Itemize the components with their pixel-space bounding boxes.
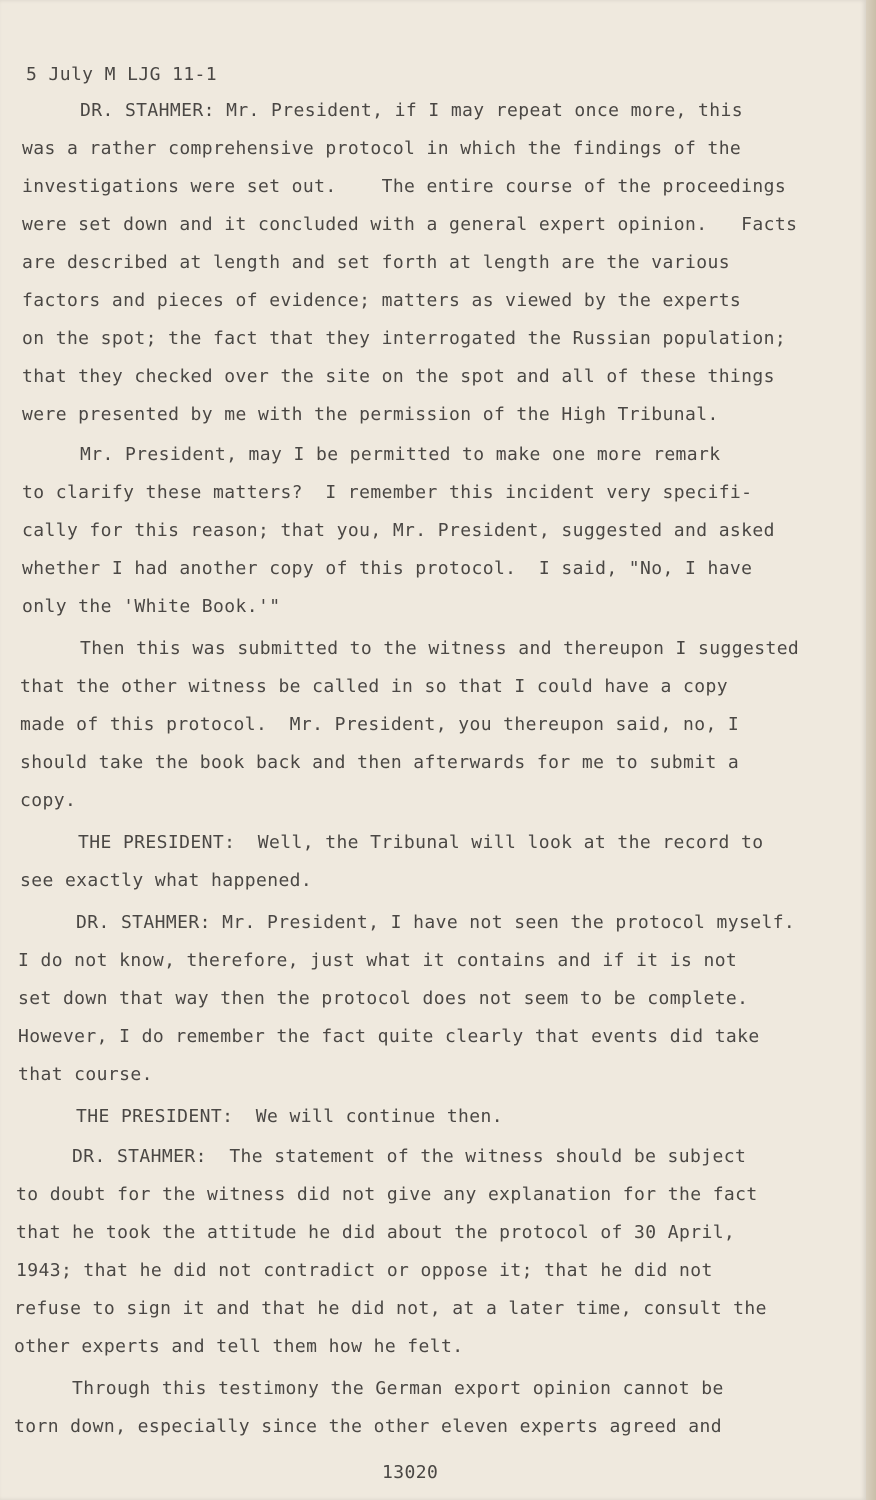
page-number: 13020: [382, 1462, 439, 1483]
transcript-line: made of this protocol. Mr. President, you thereupon said, no, I: [20, 714, 740, 735]
transcript-line: only the 'White Book.'": [22, 596, 281, 617]
transcript-line: see exactly what happened.: [20, 870, 313, 891]
transcript-line: on the spot; the fact that they interrogated the Russian population;: [22, 328, 787, 349]
transcript-line: DR. STAHMER: Mr. President, if I may repeat once more, this: [80, 100, 743, 121]
transcript-line: cally for this reason; that you, Mr. President, suggested and asked: [22, 520, 775, 541]
transcript-line: that the other witness be called in so that I could have a copy: [20, 676, 728, 697]
transcript-line: should take the book back and then afterwards for me to submit a: [20, 752, 740, 773]
transcript-line: factors and pieces of evidence; matters as viewed by the experts: [22, 290, 742, 311]
transcript-line: whether I had another copy of this protocol. I said, "No, I have: [22, 558, 753, 579]
transcript-line: DR. STAHMER: Mr. President, I have not seen the protocol myself.: [76, 912, 796, 933]
transcript-line: were presented by me with the permission of the High Tribunal.: [22, 404, 719, 425]
transcript-line: torn down, especially since the other eleven experts agreed and: [14, 1416, 722, 1437]
transcript-line: copy.: [20, 790, 77, 811]
page-header: 5 July M LJG 11-1: [26, 64, 218, 85]
transcript-line: were set down and it concluded with a general expert opinion. Facts: [22, 214, 798, 235]
transcript-line: However, I do remember the fact quite clearly that events did take: [18, 1026, 760, 1047]
transcript-line: to doubt for the witness did not give any explanation for the fact: [16, 1184, 758, 1205]
transcript-line: that they checked over the site on the spot and all of these things: [22, 366, 775, 387]
transcript-line: I do not know, therefore, just what it contains and if it is not: [18, 950, 738, 971]
transcript-line: investigations were set out. The entire course of the proceedings: [22, 176, 787, 197]
transcript-line: Through this testimony the German export opinion cannot be: [72, 1378, 724, 1399]
transcript-line: DR. STAHMER: The statement of the witness should be subject: [72, 1146, 747, 1167]
transcript-line: to clarify these matters? I remember this incident very specifi-: [22, 482, 753, 503]
transcript-line: other experts and tell them how he felt.: [14, 1336, 464, 1357]
transcript-line: was a rather comprehensive protocol in which the findings of the: [22, 138, 742, 159]
page-edge: [866, 0, 876, 1500]
transcript-line: that course.: [18, 1064, 153, 1085]
transcript-line: Mr. President, may I be permitted to make one more remark: [80, 444, 721, 465]
transcript-line: set down that way then the protocol does not seem to be complete.: [18, 988, 749, 1009]
transcript-line: that he took the attitude he did about the protocol of 30 April,: [16, 1222, 736, 1243]
transcript-line: refuse to sign it and that he did not, at a later time, consult the: [14, 1298, 767, 1319]
transcript-line: Then this was submitted to the witness and thereupon I suggested: [80, 638, 800, 659]
transcript-line: THE PRESIDENT: We will continue then.: [76, 1106, 504, 1127]
transcript-line: are described at length and set forth at length are the various: [22, 252, 730, 273]
transcript-line: 1943; that he did not contradict or oppose it; that he did not: [16, 1260, 713, 1281]
transcript-line: THE PRESIDENT: Well, the Tribunal will look at the record to: [78, 832, 764, 853]
